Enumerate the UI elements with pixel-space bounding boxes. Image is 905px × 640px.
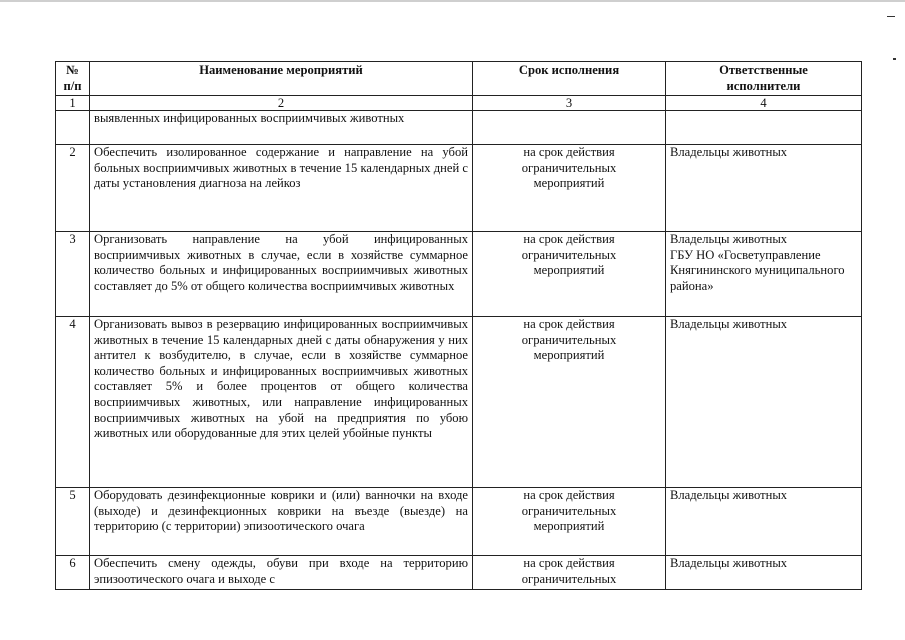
- measure-name: Оборудовать дезинфекционные коврики и (или) ванночки на входе (выходе) и дезинфекционных коврики на въезде (выезде) на территорию (с территории) эпизоотического очага: [90, 488, 473, 556]
- responsible: Владельцы животных: [666, 488, 862, 556]
- measure-name: выявленных инфицированных восприимчивых животных: [90, 111, 473, 145]
- row-num: 3: [56, 232, 90, 317]
- responsible: Владельцы животных ГБУ НО «Госветуправление Княгининского муниципального района»: [666, 232, 862, 317]
- header-name: [90, 62, 473, 96]
- row-num: 5: [56, 488, 90, 556]
- index-cell: 4: [666, 96, 862, 111]
- header-deadline-text: Срок исполнения: [518, 63, 620, 77]
- responsible: Владельцы животных: [666, 145, 862, 232]
- table-row: [56, 111, 862, 145]
- measure-name: Организовать вывоз в резервацию инфицированных восприимчивых животных в течение 15 календарных дней с даты обнаружения у них антител к возбудителю, в случае, если в хозяйстве суммарное количество больных и инфицированных восприимчивых животных составляет 5% и более процентов от общего количества восприимчивых животных, или направление инфицированных восприимчивых животных на убой на предприятия по убою животных или оборудованные для этих целей убойные пункты: [90, 317, 473, 488]
- deadline: на срок действия ограничительных мероприятий: [473, 232, 666, 317]
- index-cell: 2: [90, 96, 473, 111]
- table-row: [56, 556, 862, 590]
- header-num-text: № п/п: [63, 63, 82, 93]
- row-num: 2: [56, 145, 90, 232]
- header-name-text: Наименование мероприятий: [199, 63, 363, 77]
- table-row: [56, 232, 862, 317]
- measure-name: Организовать направление на убой инфицированных восприимчивых животных в случае, если в хозяйстве суммарное количество больных и инфицированных восприимчивых животных составляет до 5% от общего количества восприимчивых животных: [90, 232, 473, 317]
- table-row: [56, 145, 862, 232]
- row-num: 6: [56, 556, 90, 590]
- header-responsible: [666, 62, 862, 96]
- deadline: на срок действия ограничительных: [473, 556, 666, 590]
- measure-name: Обеспечить изолированное содержание и направление на убой больных восприимчивых животных в течение 15 календарных дней с даты установления диагноза на лейкоз: [90, 145, 473, 232]
- deadline: [473, 111, 666, 145]
- deadline: на срок действия ограничительных мероприятий: [473, 488, 666, 556]
- row-num: [56, 111, 90, 145]
- measures-table: [55, 61, 862, 590]
- measure-name: Обеспечить смену одежды, обуви при входе на территорию эпизоотического очага и выходе с: [90, 556, 473, 590]
- index-cell: 1: [56, 96, 90, 111]
- top-edge-rule: [0, 0, 905, 2]
- header-responsible-text: Ответственные исполнители: [719, 63, 808, 93]
- responsible: [666, 111, 862, 145]
- edge-mark-right: [893, 58, 896, 60]
- column-index-row: [56, 96, 862, 111]
- deadline: на срок действия ограничительных мероприятий: [473, 145, 666, 232]
- table-row: [56, 317, 862, 488]
- row-num: 4: [56, 317, 90, 488]
- header-num: [56, 62, 90, 96]
- header-deadline: [473, 62, 666, 96]
- table-row: [56, 488, 862, 556]
- index-cell: 3: [473, 96, 666, 111]
- edge-mark-top-right: [887, 16, 895, 17]
- deadline: на срок действия ограничительных мероприятий: [473, 317, 666, 488]
- responsible: Владельцы животных: [666, 317, 862, 488]
- responsible: Владельцы животных: [666, 556, 862, 590]
- header-row: [56, 62, 862, 96]
